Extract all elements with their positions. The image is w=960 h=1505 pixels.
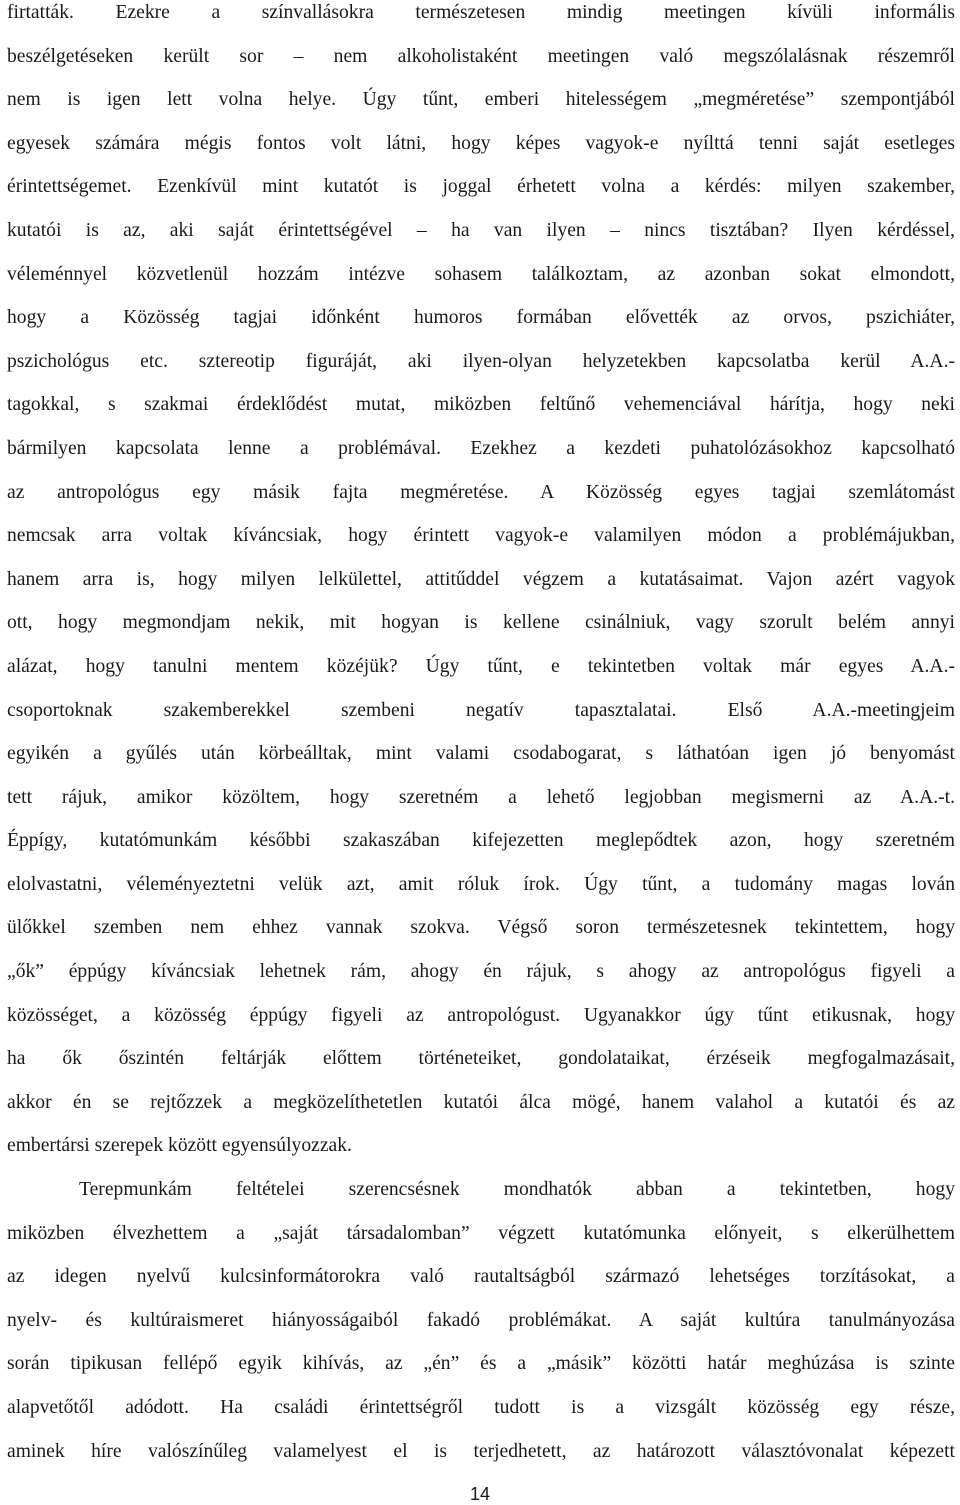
- text-line: firtatták. Ezekre a színvallásokra természetesen mindig meetingen kívüli informális: [7, 2, 955, 23]
- text-line: akkor én se rejtőzzek a megközelíthetetlen kutatói álca mögé, hanem valahol a kutatói és az: [7, 1091, 955, 1113]
- text-line: során tipikusan fellépő egyik kihívás, az „én” és a „másik” közötti határ meghúzása is szinte: [7, 1353, 955, 1375]
- text-line: egyikén a gyűlés után körbeálltak, mint valami csodabogarat, s láthatóan igen jó benyomást: [7, 743, 955, 765]
- text-line: beszélgetéseken került sor – nem alkoholistaként meetingen való megszólalásnak részemről: [7, 45, 955, 67]
- text-line: ott, hogy megmondjam nekik, mit hogyan is kellene csinálniuk, vagy szorult belém annyi: [7, 612, 955, 634]
- text-line: „ők” éppúgy kíváncsiak lehetnek rám, ahogy én rájuk, s ahogy az antropológus figyeli a: [7, 961, 955, 983]
- text-line: az idegen nyelvű kulcsinformátorokra való rautaltságból származó lehetséges torzításokat, a: [7, 1266, 955, 1288]
- text-line: nemcsak arra voltak kíváncsiak, hogy érintett vagyok-e valamilyen módon a problémájukban,: [7, 525, 955, 547]
- text-line: alapvetőtől adódott. Ha családi érintettségről tudott is a vizsgált közösség egy része,: [7, 1397, 955, 1418]
- text-line: alázat, hogy tanulni mentem közéjük? Úgy tűnt, e tekintetben voltak már egyes A.A.-: [7, 655, 955, 677]
- text-line: pszichológus etc. sztereotip figuráját, aki ilyen-olyan helyzetekben kapcsolatba kerül A.A.-: [7, 350, 955, 372]
- document-page: [7, 0, 955, 1473]
- text-line: érintettségemet. Ezenkívül mint kutatót is joggal érhetett volna a kérdés: milyen szakember,: [7, 176, 955, 198]
- paragraph: [7, 1168, 955, 1473]
- text-line: aminek híre valószínűleg valamelyest el is terjedhetett, az határozott választóvonalat képezett: [7, 1440, 955, 1462]
- text-line: egyesek számára mégis fontos volt látni, hogy képes vagyok-e nyílttá tenni saját esetleges: [7, 132, 955, 154]
- text-line: embertársi szerepek között egyensúlyozzak.: [7, 1135, 352, 1157]
- text-line: tagokkal, s szakmai érdeklődést mutat, miközben feltűnő vehemenciával hárítja, hogy neki: [7, 394, 955, 416]
- text-line: ülőkkel szemben nem ehhez vannak szokva. Végső soron természetesnek tekintettem, hogy: [7, 917, 955, 939]
- text-line: bármilyen kapcsolata lenne a problémával. Ezekhez a kezdeti puhatolózásokhoz kapcsolható: [7, 437, 955, 459]
- text-line: csoportoknak szakemberekkel szembeni negatív tapasztalatai. Első A.A.-meetingjeim: [7, 699, 955, 721]
- text-line: elolvastatni, véleményeztetni velük azt, amit róluk írok. Úgy tűnt, a tudomány magas lován: [7, 873, 955, 895]
- text-line: ha ők őszintén feltárják előttem történeteiket, gondolataikat, érzéseik megfogalmazásait,: [7, 1048, 955, 1070]
- text-line: közösséget, a közösség éppúgy figyeli az antropológust. Ugyanakkor úgy tűnt etikusnak, hogy: [7, 1004, 955, 1026]
- page-number: 14: [469, 1484, 491, 1504]
- text-line: nyelv- és kultúraismeret hiányosságaiból fakadó problémákat. A saját kultúra tanulmányozása: [7, 1309, 955, 1331]
- text-line: az antropológus egy másik fajta megméretése. A Közösség egyes tagjai szemlátomást: [7, 481, 955, 503]
- text-line: nem is igen lett volna helye. Úgy tűnt, emberi hitelességem „megméretése” szempontjából: [7, 89, 955, 111]
- text-line: tett rájuk, amikor közöltem, hogy szeretném a lehető legjobban megismerni az A.A.-t.: [7, 786, 955, 808]
- text-line: hanem arra is, hogy milyen lelkülettel, attitűddel végzem a kutatásaimat. Vajon azért vagyok: [7, 568, 955, 590]
- text-line: hogy a Közösség tagjai időnként humoros formában elővették az orvos, pszichiáter,: [7, 307, 955, 329]
- text-line: Terepmunkám feltételei szerencsésnek mondhatók abban a tekintetben, hogy: [79, 1179, 955, 1201]
- text-line: véleménnyel közvetlenül hozzám intézve sohasem találkoztam, az azonban sokat elmondott,: [7, 263, 955, 285]
- text-line: miközben élvezhettem a „saját társadalomban” végzett kutatómunka előnyeit, s elkerülhettem: [7, 1222, 955, 1244]
- paragraph: [7, 0, 955, 1168]
- text-line: Éppígy, kutatómunkám későbbi szakaszában kifejezetten meglepődtek azon, hogy szeretném: [7, 830, 955, 852]
- text-line: kutatói is az, aki saját érintettségével – ha van ilyen – nincs tisztában? Ilyen kérdéssel,: [7, 219, 955, 241]
